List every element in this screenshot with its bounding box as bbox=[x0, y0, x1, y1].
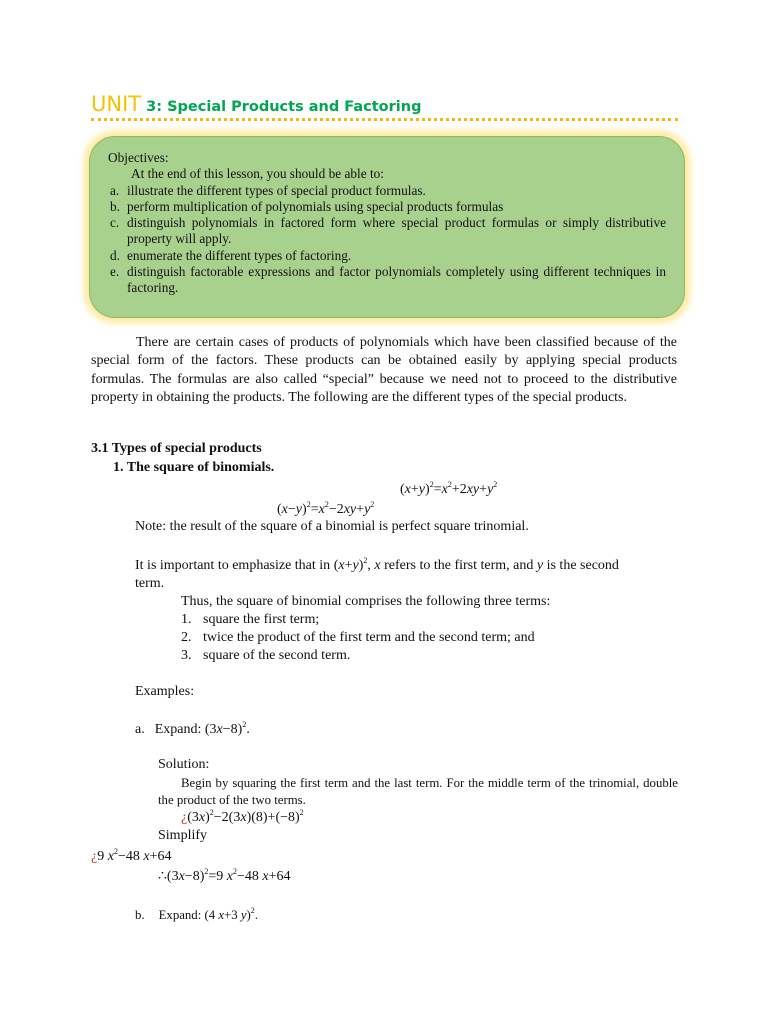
step-text: square the first term; bbox=[203, 612, 320, 627]
step-text: twice the product of the first term and the second term; and bbox=[203, 630, 535, 645]
objective-marker: a. bbox=[110, 182, 120, 198]
example-text: Expand: bbox=[154, 722, 205, 737]
solution-text: Begin by squaring the first term and the last term. For the middle term of the trinomial, double the product of the two terms. bbox=[158, 776, 678, 807]
unit-subtitle: 3: Special Products and Factoring bbox=[141, 99, 422, 115]
note-text: Note: the result of the square of a binomial is perfect square trinomial. bbox=[135, 519, 529, 534]
step-number: 2. bbox=[181, 630, 192, 645]
section-heading: 3.1 Types of special products bbox=[91, 441, 262, 456]
step-number: 3. bbox=[181, 648, 192, 663]
emphasize-text: refers to the first term, and bbox=[380, 558, 537, 573]
inline-formula: $(x+y)^2$ bbox=[333, 556, 368, 573]
solution-step-expansion: ¿$(3x)^2-2(3x)(8)+(-8)^2$ bbox=[181, 808, 304, 825]
step-item bbox=[181, 648, 351, 664]
solution-step-simplified: ¿9 $x^2-48$ x+64 bbox=[91, 847, 172, 864]
formula-difference-square: $(x-y)^2=x^2-2xy+y^2$ bbox=[277, 500, 375, 517]
objective-item bbox=[108, 248, 666, 264]
example-text: Expand: bbox=[158, 908, 205, 922]
solution-label: Solution: bbox=[158, 757, 210, 772]
thus-text: Thus, the square of binomial comprises the following three terms: bbox=[181, 594, 551, 609]
example-a bbox=[135, 720, 250, 738]
emphasize-line-end: term. bbox=[135, 576, 165, 591]
objective-text: distinguish factorable expressions and factor polynomials completely using different techniques in factoring. bbox=[127, 264, 666, 296]
variable-y: y bbox=[536, 558, 544, 573]
objective-text: distinguish polynomials in factored form where special product formulas or simply distributive property will apply. bbox=[127, 215, 666, 247]
objective-item bbox=[108, 199, 666, 215]
examples-label: Examples: bbox=[135, 684, 195, 699]
objective-text: illustrate the different types of special product formulas. bbox=[127, 182, 426, 198]
simplify-label: Simplify bbox=[158, 828, 208, 843]
emphasize-text: , bbox=[367, 558, 375, 573]
emphasize-text: is the second bbox=[543, 558, 619, 573]
step-text: square of the second term. bbox=[203, 648, 351, 663]
objectives-list bbox=[108, 183, 666, 297]
objectives-heading: Objectives: bbox=[108, 150, 169, 165]
objectives-intro: At the end of this lesson, you should be able to: bbox=[131, 166, 384, 182]
example-marker: b. bbox=[135, 908, 145, 922]
objective-marker: e. bbox=[110, 264, 120, 280]
objectives-box bbox=[89, 136, 685, 318]
formula-sum-square: $(x+y)^2=x^2+2xy+y^2$ bbox=[400, 480, 498, 497]
objective-marker: b. bbox=[110, 198, 120, 214]
objective-item bbox=[108, 264, 666, 297]
objective-marker: c. bbox=[110, 215, 120, 231]
example-b-expression: (4 x+3 y)$^2$. bbox=[204, 906, 258, 922]
solution-result: $\therefore(3x-8)^2=9$ $x^2-48$ x+64 bbox=[158, 867, 291, 884]
objective-item bbox=[108, 183, 666, 199]
objective-item bbox=[108, 215, 666, 248]
objective-text: perform multiplication of polynomials using special products formulas bbox=[127, 198, 504, 214]
step-number: 1. bbox=[181, 612, 192, 627]
variable-x: x bbox=[374, 558, 381, 573]
step-item bbox=[181, 612, 320, 628]
item-square-of-binomials: 1. The square of binomials. bbox=[113, 460, 275, 475]
title-divider bbox=[91, 118, 678, 121]
emphasize-line bbox=[135, 556, 619, 574]
example-marker: a. bbox=[135, 722, 145, 737]
objective-text: enumerate the different types of factoring. bbox=[127, 247, 352, 263]
example-a-expression: $(3x-8)^2$. bbox=[204, 720, 250, 737]
emphasize-text: It is important to emphasize that in bbox=[135, 558, 334, 573]
unit-word: UNIT bbox=[91, 92, 142, 116]
objective-marker: d. bbox=[110, 247, 120, 263]
example-b bbox=[135, 906, 258, 923]
step-item bbox=[181, 630, 535, 646]
intro-paragraph: There are certain cases of products of polynomials which have been classified because of the special form of the factors. These products can be obtained easily by applying special products formulas. The formulas are also called “special” because we need not to proceed to the distributive property in obtaining the products. The following are the different types of the special products. bbox=[91, 335, 677, 405]
unit-title bbox=[91, 92, 421, 116]
